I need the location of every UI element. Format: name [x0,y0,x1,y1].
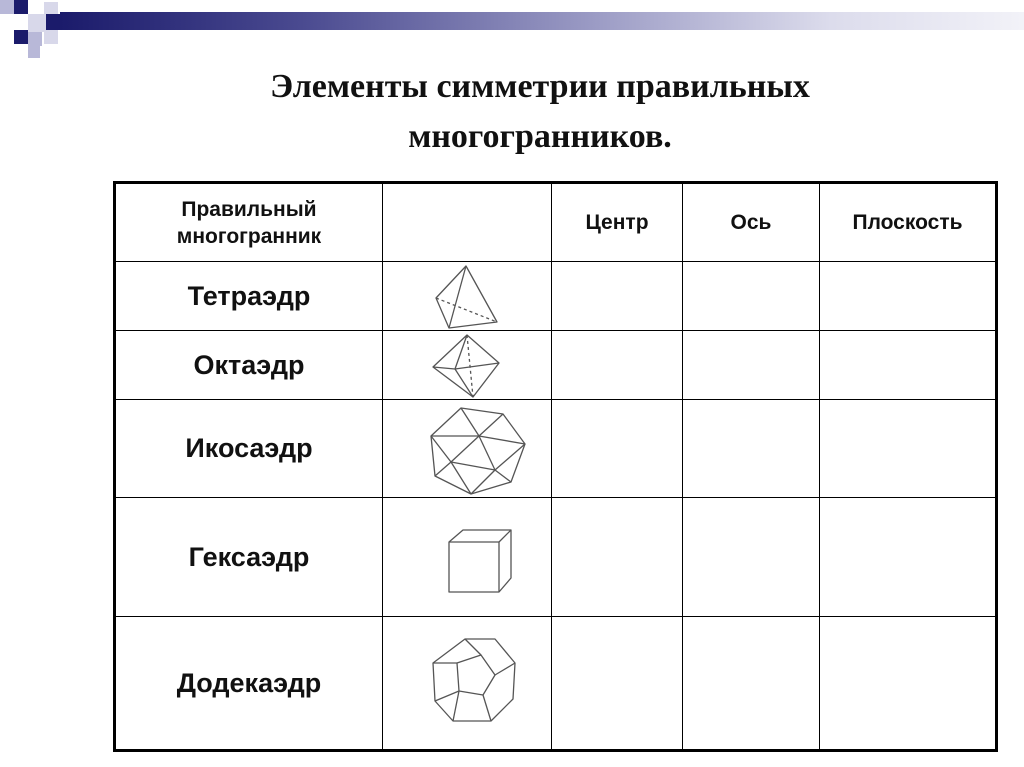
icosahedron-icon [383,400,552,497]
cell-center-octahedron [552,331,683,400]
row-image-icosahedron [383,400,552,498]
cell-plane-octahedron [820,331,997,400]
table-row [115,617,997,751]
page-title-line-2: многогранников. [408,118,672,155]
header-center: Центр [552,183,683,262]
decor-square-9 [28,46,40,58]
cell-center-hexahedron [552,498,683,617]
decor-square-2 [14,0,28,14]
cell-axis-octahedron [683,331,820,400]
cell-axis-hexahedron [683,498,820,617]
tetrahedron-icon [383,262,552,330]
header-plane: Плоскость [820,183,997,262]
table-row [115,498,997,617]
octahedron-icon [383,331,552,399]
row-name-dodecahedron: Додекаэдр [115,617,383,751]
cell-plane-tetrahedron [820,262,997,331]
decor-square-1 [0,0,14,14]
row-image-hexahedron [383,498,552,617]
cell-axis-dodecahedron [683,617,820,751]
header-polyhedron: Правильный многогранник [115,183,383,262]
decor-square-3 [44,2,58,14]
cell-center-icosahedron [552,400,683,498]
row-image-tetrahedron [383,262,552,331]
cell-axis-tetrahedron [683,262,820,331]
dodecahedron-icon [383,617,552,749]
cell-center-tetrahedron [552,262,683,331]
cube-icon [383,498,552,616]
row-name-octahedron: Октаэдр [115,331,383,400]
table-row [115,262,997,331]
row-image-dodecahedron [383,617,552,751]
row-name-tetrahedron: Тетраэдр [115,262,383,331]
header-image [383,183,552,262]
row-name-hexahedron: Гексаэдр [115,498,383,617]
cell-center-dodecahedron [552,617,683,751]
table-row [115,400,997,498]
decor-square-7 [28,32,42,46]
table-header-row [115,183,997,262]
header-gradient-bar [60,12,1024,30]
cell-plane-hexahedron [820,498,997,617]
symmetry-table [113,181,998,752]
header-axis: Ось [683,183,820,262]
table-row [115,331,997,400]
cell-plane-dodecahedron [820,617,997,751]
row-image-octahedron [383,331,552,400]
page-title [160,62,920,162]
cell-axis-icosahedron [683,400,820,498]
page-title-line-1: Элементы симметрии правильных [270,68,810,105]
cell-plane-icosahedron [820,400,997,498]
decor-square-6 [14,30,28,44]
row-name-icosahedron: Икосаэдр [115,400,383,498]
decor-square-8 [44,30,58,44]
